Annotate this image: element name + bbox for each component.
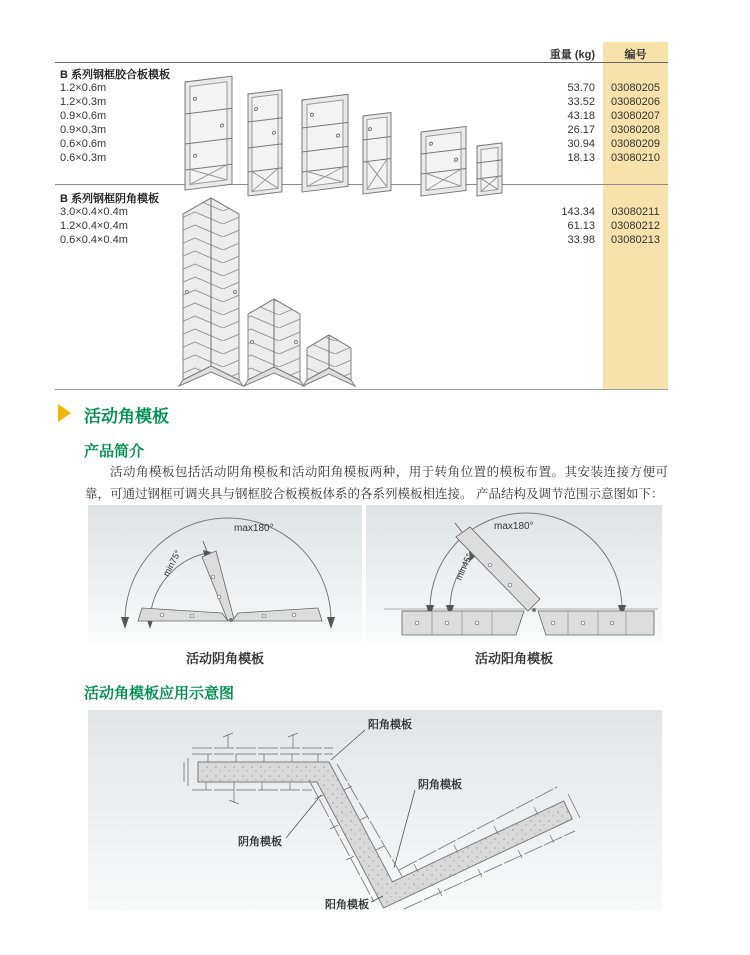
- svg-text:阴角模板: 阴角模板: [418, 779, 462, 791]
- size-cell: 0.6×0.3m: [60, 152, 107, 164]
- section-arrow-icon: [58, 404, 71, 422]
- size-cell: 0.6×0.6m: [60, 138, 107, 150]
- inner-corner-diagram: [88, 505, 362, 667]
- outer-corner-diagram-canvas: [366, 505, 662, 641]
- weight-cell: 61.13: [567, 220, 595, 232]
- weight-cell: 33.52: [567, 96, 595, 108]
- code-cell: 03080212: [611, 220, 660, 232]
- weight-cell: 43.18: [567, 110, 595, 122]
- weight-cell: 33.98: [567, 234, 595, 246]
- inner-corner-range-drawing: [88, 505, 362, 641]
- size-cell: 1.2×0.3m: [60, 96, 107, 108]
- outer-corner-diagram: [366, 505, 662, 667]
- corner-piece-small: [303, 335, 355, 386]
- code-cell: 03080210: [611, 152, 660, 164]
- code-column-header: 编号: [624, 49, 647, 61]
- size-cell: 1.2×0.4×0.4m: [60, 220, 128, 232]
- corner-piece-medium: [244, 299, 304, 386]
- svg-text:阳角模板: 阳角模板: [368, 719, 412, 731]
- table-bottom-rule: [55, 389, 668, 390]
- svg-text:阴角模板: 阴角模板: [238, 836, 282, 848]
- weight-cell: 143.34: [561, 206, 595, 218]
- size-cell: 0.6×0.4×0.4m: [60, 234, 128, 246]
- weight-cell: 53.70: [567, 82, 595, 94]
- code-cell: 03080207: [611, 110, 660, 122]
- outer-corner-range-drawing: [366, 505, 662, 641]
- code-cell: 03080206: [611, 96, 660, 108]
- weight-cell: 26.17: [567, 124, 595, 136]
- table-section-title: B 系列钢框阴角模板: [60, 193, 159, 205]
- size-cell: 1.2×0.6m: [60, 82, 107, 94]
- svg-text:min75°: min75°: [160, 548, 183, 578]
- corner-piece-large: [179, 198, 243, 386]
- svg-text:max180°: max180°: [234, 523, 274, 534]
- weight-cell: 30.94: [567, 138, 595, 150]
- code-cell: 03080211: [611, 206, 660, 218]
- intro-paragraph: 活动角模板包括活动阴角模板和活动阳角模板两种，用于转角位置的模板布置。其安装连接方便可靠，可通过钢框可调夹具与钢框胶合板模板体系的各系列模板相连接。 产品结构及调节范围示意图如下：: [85, 465, 668, 502]
- inner-corner-caption: 活动阴角模板: [185, 651, 264, 666]
- application-diagram-canvas: [88, 710, 662, 910]
- application-heading: 活动角模板应用示意图: [84, 685, 235, 702]
- inner-corner-diagram-canvas: [88, 505, 362, 641]
- code-cell: 03080205: [611, 82, 660, 94]
- code-cell: 03080209: [611, 138, 660, 150]
- intro-heading: 产品简介: [84, 443, 145, 460]
- outer-corner-caption: 活动阳角模板: [474, 651, 553, 666]
- size-cell: 0.9×0.3m: [60, 124, 107, 136]
- application-drawing: [88, 710, 662, 910]
- code-cell: 03080208: [611, 124, 660, 136]
- code-cell: 03080213: [611, 234, 660, 246]
- svg-text:阳角模板: 阳角模板: [325, 899, 369, 910]
- section-heading: 活动角模板: [84, 407, 169, 426]
- size-cell: 0.9×0.6m: [60, 110, 107, 122]
- table-section-title: B 系列钢框胶合板模板: [60, 69, 170, 81]
- svg-text:max180°: max180°: [494, 521, 534, 532]
- svg-text:min45°: min45°: [453, 552, 475, 582]
- weight-cell: 18.13: [567, 152, 595, 164]
- size-cell: 3.0×0.4×0.4m: [60, 206, 128, 218]
- formwork-panels-illustration: [55, 42, 668, 389]
- weight-column-header: 重量 (kg): [549, 49, 595, 61]
